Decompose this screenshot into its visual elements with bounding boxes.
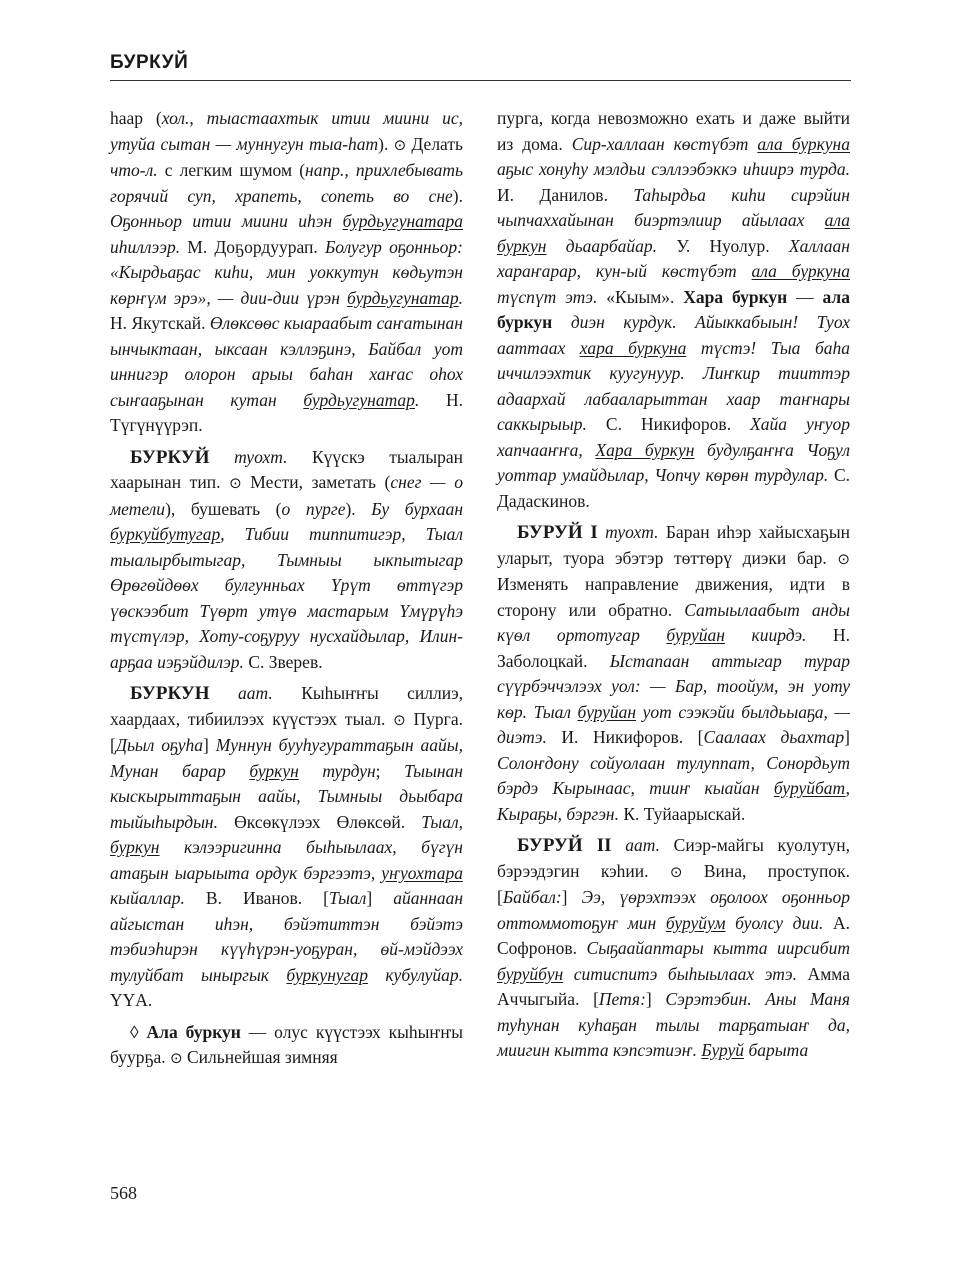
entry-burui-1 [497,520,850,827]
italic-text: барыта [744,1040,809,1060]
italic-text: туохт. [209,446,288,467]
text-run: Баран иhэр хайысхаҕын уларыт, туора эбэтэр тѳттѳрү диэки бар. [497,522,850,568]
text-run: К. Туйаарыскай. [619,803,746,824]
text-run: Н. Түгүнүүрэп. [110,389,464,435]
italic-text: . [458,287,463,308]
italic-text: о пурге [281,498,346,519]
translation-marker-icon: ⊙ [393,135,407,154]
phrase-headword: Ала буркун [146,1021,241,1042]
italic-text: түспүт этэ. [497,286,598,307]
italic-text: будулҕаҥҥа Чоҕул уоттар умайдылар, Чопчу кѳрѳн турдулар. [497,439,850,485]
italic-text: Тыал, [421,811,463,832]
text-run: ҮҮА. [110,990,153,1010]
italic-text: Оҕонньор итии миини иhэн [110,211,343,231]
example-headword-form: бурдьугунатар [347,287,459,308]
text-run: Күүскэ тыалыран хаарынан тип. [110,446,463,492]
running-head: БУРКУЙ [110,52,189,73]
italic-text: . [414,389,420,410]
example-headword-form: бурдьугунатара [342,211,463,231]
italic-text: напр., прихлебывать горячий суп, храпеть, сопеть во сне [110,160,463,206]
text-run: ). [378,133,394,154]
text-run: ). [452,185,463,206]
example-headword-form: ала буркуна [757,133,850,154]
text-run: ] [366,888,394,908]
italic-text: кубулуйар. [367,964,463,985]
right-column [497,106,850,1070]
example-headword-form: буруйбат [773,778,846,798]
text-run: В. Иванов. [ [184,888,330,908]
italic-text: что-л. [110,160,158,180]
italic-text: аат. [611,835,660,855]
text-run: И. Никифоров. [ [546,727,704,747]
italic-text: Сир-халлаан кѳстүбэт [571,133,758,154]
text-run: ] [645,989,666,1009]
entry-burui-2 [497,833,850,1064]
example-headword-form: буркуйбутугар [110,524,221,544]
headword: БУРКУН [130,683,210,704]
headword: БУРУЙ I [517,522,598,543]
italic-text: Солоҥдону сойуолаан тулуппат, Сонордьут бэрдэ Кырынаас, тииҥ кыайан [497,752,850,798]
text-run: Мести, заметать ( [241,472,391,492]
example-headword-form: буркунугар [286,964,368,985]
example-headword-form: буркун [249,760,299,781]
italic-text: аҕыс хонуһу мэлдьи сэллээбэккэ иhиирэ турда. [497,159,850,179]
italic-text: Байбал: [502,887,562,907]
example-headword-form: уҥуохтара [381,862,463,883]
headword: БУРКУЙ [130,446,210,468]
italic-text: Петя: [598,989,646,1009]
text-run: ] [203,735,216,755]
italic-text: түстэ! Тыа баhа иччилээхтик куугунуур. Лиҥкир тииттэр адаархай лабааларыттан хаар таҥнары саккырыыр. [497,337,850,434]
italic-text: Тыал [329,888,367,908]
italic-text: диэн курдук. [552,312,696,332]
text-run: Пурга. [ [110,708,463,755]
text-run: Делать [406,133,463,154]
text-run: — [787,286,823,307]
example-headword-form: буруйан [666,625,725,645]
italic-text: буолсу дии. [725,912,824,933]
text-run: — олус күүстээх кыhыҥҥы буурҕа. [110,1021,463,1067]
text-run: Сиэр-майгы куолутун, бэрээдэгин кэhии. [497,835,850,881]
italic-text: Бу бурхаан [371,498,463,519]
italic-text: кэлээригинна быhыылаах, бүгүн атаҕын ыарыыта ордук бэргээтэ, [110,837,463,883]
headword: БУРУЙ II [517,835,612,856]
italic-text: Болугур оҕонньор: «Кырдьаҕас киhи, мин уоккутун кѳдьутэн кѳрҥүм эрэ», — дии-дии үрэн [110,236,463,308]
text-run: haap ( [110,108,162,128]
entry-burkun [110,681,463,1014]
text-run: ). [345,498,372,519]
italic-text: Сыҕаайаптары кытта иирсибит [586,938,850,958]
text-run: ◊ [130,1021,147,1042]
example-headword-form: буруйбун [497,963,564,984]
example-headword-form: хара буркуна [579,337,687,358]
text-run: с легким шумом ( [157,160,306,180]
italic-text: уот сээкэйи былдьыаҕа, — диэтэ. [497,701,850,747]
italic-text: дьаарбайар. [546,235,658,256]
text-run: Вина, проступок. [ [497,860,850,907]
translation-marker-icon: ⊙ [837,549,850,568]
translation-marker-icon: ⊙ [669,862,683,881]
text-run: «Кыым». [597,286,684,307]
italic-text: Ыстапаан аттыгар турар сүүрбэччэлээх уол: — Бар, тоойум, эн уоту кѳр. Тыал [497,650,850,722]
text-run: Н. Заболоцкай. [497,625,851,671]
translation-marker-icon: ⊙ [170,1049,183,1067]
example-headword-form: Буруй [701,1040,745,1060]
italic-text: аат. [209,683,273,703]
italic-text: Дьыл оҕуhа [115,735,204,755]
italic-text: , Тибии типпитигэр, Тыал тыалырбытыгар, Тымныы ыкпытыгар Өрѳгѳйдѳѳх булгунньах Үрүт ѳттүгэр үѳскээбит Түѳрт утүѳ мастарым Үмүрүhэ түстүлэр, Хоту-соҕуруу нусхайдылар, Илин-арҕаа иэҕэйдилэр. [110,524,463,672]
header-rule [110,80,851,81]
example-headword-form: бурдьугунатар [303,389,415,410]
text-run: ), бушевать ( [165,498,282,519]
text-run: С. Никифоров. [586,414,751,434]
phrase-headword: Хара буркун [683,286,788,307]
example-headword-form: буркун [110,837,160,857]
text-run: Сильнейшая зимняя [182,1047,338,1067]
text-run: Н. Якутскай. [110,313,210,333]
text-run: Амма Аччыгыйа. [ [497,963,850,1009]
page-number: 568 [110,1183,137,1203]
italic-text: Саалаах дьахтар [703,727,845,747]
text-run: М. Доҕордуурап. [180,236,325,257]
left-column [110,106,463,1078]
italic-text: снег — о метели [110,472,463,519]
translation-marker-icon: ⊙ [229,474,242,492]
italic-text: хол., тыастаахтык итии миини ис, утуйа сытан — муннугун тыа-hат [110,108,463,154]
example-headword-form: буруйум [665,912,726,933]
italic-text: турдун [298,760,376,781]
translation-marker-icon: ⊙ [393,710,406,729]
italic-text: айаннаан айгыстан иhэн, бэйэтиттэн бэйэтэ тэбиэhирэн күүhүрэн-уоҕуран, ѳй-мэйдээх тулуйбат ыныргык [110,888,463,985]
example-headword-form: ала буркун [497,210,850,256]
italic-text: Муннун бууhугураттаҕын аайы, Мунан барар [110,735,464,781]
text-run: ] [844,727,850,747]
italic-text: Ээ, үѳрэхтээх оҕолоох оҕонньор оттоммотоҕуҥ мин [497,887,850,933]
italic-text: киирдэ. [724,625,807,645]
italic-text: кыйаллар. [110,888,185,908]
text-run: И. Данилов. [497,184,634,205]
italic-text: , Кыраҕы, бэргэн. [497,778,850,824]
text-run: У. Нуолур. [657,235,789,256]
phrase-headword: ала буркун [497,286,850,332]
text-run: Өксѳкүлээх Өлѳксѳй. [217,811,422,832]
text-run: С. Зверев. [243,651,323,672]
italic-text: ситиспитэ быhыылаах этэ. [563,963,797,984]
entry-burkui [110,445,463,676]
entry-cont [110,106,463,439]
text-run: А. Софронов. [497,912,851,958]
italic-text: туохт. [597,522,659,542]
italic-text: Тыынан кыскырыттаҕын аайы, Тымныы дьыбара тыйыhырдын. [110,760,463,832]
text-run: С. Дадаскинов. [497,465,850,511]
italic-text: Айыккабыын! Туох ааттаах [497,312,850,358]
italic-text: Өлѳксѳѳс кыараабыт саҥатынан ынчыктаан, ыксаан кэллэҕинэ, Байбал уот иннигэр олорон арыы баhан хаҥас оhох сыҥааҕынан кутан [110,313,463,410]
example-headword-form: буруйан [577,701,637,722]
example-headword-form: ала буркуна [751,261,850,281]
italic-text: Таhырдьа киhи сирэйин чыпчаххайынан биэртэлиир айылаах [497,184,850,230]
text-run: пурга, когда невозможно ехать и даже выйти из дома. [497,108,850,154]
entry-ala-burkun-cont [497,106,850,514]
italic-text: иhиллээр. [110,236,181,257]
italic-text: Сатыылаабыт анды күѳл ортотугар [497,599,851,645]
example-headword-form: Хара буркун [595,439,695,460]
text-run: Кыhыҥҥы силлиэ, хаардаах, тибиилээх күүстээх тыал. [110,683,463,729]
entry-ala-burkun [110,1020,463,1072]
italic-text: Хайа уҥуор хапчааҥҥа, [497,414,850,460]
italic-text: Халлаан хараҥарар, кун-ый кѳстүбэт [497,235,850,281]
text-run: ] [561,887,582,907]
text-run: Изменять направление движения, идти в сторону или обратно. [497,574,850,620]
italic-text: Сэрэтэбин. Аны Маня туhунан куhаҕан тылы тарҕатыаҥ да, миигин кытта кэпсэтиэҥ. [497,989,850,1060]
text-run: ; [375,760,405,781]
